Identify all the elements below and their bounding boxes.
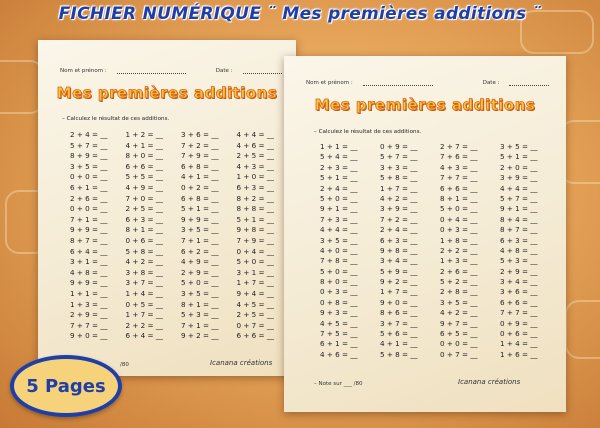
date-field-line	[509, 80, 549, 86]
addition-exercise: 0 + 6 = __	[125, 235, 164, 245]
addition-exercise: 8 + 8 = __	[236, 204, 275, 214]
addition-exercise: 7 + 2 = __	[181, 140, 219, 150]
name-field-line	[363, 80, 433, 86]
addition-exercise: 8 + 2 = __	[236, 193, 275, 203]
addition-exercise: 3 + 1 = __	[70, 257, 108, 267]
addition-exercise: 2 + 3 = __	[320, 162, 358, 172]
addition-exercise: 5 + 6 = __	[380, 329, 418, 339]
addition-exercise: 3 + 5 = __	[320, 235, 358, 245]
addition-exercise: 3 + 7 = __	[125, 278, 164, 288]
addition-exercise: 6 + 6 = __	[440, 183, 478, 193]
addition-exercise: 9 + 9 = __	[70, 278, 108, 288]
addition-exercise: 9 + 9 = __	[181, 214, 219, 224]
addition-exercise: 7 + 7 = __	[440, 173, 478, 183]
addition-exercise: 6 + 6 = __	[125, 161, 164, 171]
addition-exercise: 0 + 8 = __	[320, 297, 358, 307]
addition-exercise: 4 + 1 = __	[380, 339, 418, 349]
addition-exercise: 4 + 5 = __	[320, 318, 358, 328]
addition-exercise: 0 + 7 = __	[440, 349, 478, 359]
addition-exercise: 1 + 4 = __	[500, 339, 538, 349]
addition-exercise: 4 + 4 = __	[320, 225, 358, 235]
exercise-grid	[70, 130, 288, 340]
name-label: Nom et prénom :	[306, 80, 353, 86]
addition-exercise: 5 + 3 = __	[500, 256, 538, 266]
addition-exercise: 7 + 6 = __	[440, 152, 478, 162]
addition-exercise: 2 + 2 = __	[440, 245, 478, 255]
addition-exercise: 9 + 2 = __	[181, 331, 219, 341]
puzzle-piece-decoration	[565, 300, 600, 359]
addition-exercise: 4 + 0 = __	[320, 245, 358, 255]
addition-exercise: 6 + 3 = __	[500, 235, 538, 245]
addition-exercise: 6 + 4 = __	[70, 246, 108, 256]
addition-exercise: 0 + 0 = __	[70, 204, 108, 214]
addition-exercise: 8 + 1 = __	[181, 299, 219, 309]
addition-exercise: 9 + 1 = __	[500, 204, 538, 214]
addition-exercise: 9 + 0 = __	[70, 331, 108, 341]
addition-exercise: 7 + 7 = __	[500, 308, 538, 318]
addition-exercise: 2 + 9 = __	[70, 310, 108, 320]
addition-exercise: 8 + 7 = __	[500, 225, 538, 235]
exercise-grid	[320, 142, 556, 359]
addition-exercise: 4 + 4 = __	[500, 183, 538, 193]
addition-exercise: 9 + 8 = __	[236, 225, 275, 235]
addition-exercise: 5 + 1 = __	[181, 204, 219, 214]
worksheet-page-2	[284, 56, 566, 412]
addition-exercise: 6 + 8 = __	[181, 193, 219, 203]
addition-exercise: 9 + 1 = __	[320, 204, 358, 214]
addition-exercise: 5 + 0 = __	[440, 204, 478, 214]
addition-exercise: 5 + 7 = __	[500, 193, 538, 203]
score-label: /80	[120, 362, 129, 368]
worksheet-title: Mes premières additions	[56, 84, 278, 102]
addition-exercise: 9 + 7 = __	[440, 318, 478, 328]
addition-exercise: 2 + 4 = __	[320, 183, 358, 193]
addition-exercise: 7 + 1 = __	[70, 214, 108, 224]
addition-exercise: 4 + 1 = __	[125, 140, 164, 150]
addition-exercise: 5 + 8 = __	[380, 173, 418, 183]
addition-exercise: 5 + 7 = __	[380, 152, 418, 162]
addition-exercise: 7 + 7 = __	[70, 320, 108, 330]
addition-exercise: 8 + 0 = __	[125, 151, 164, 161]
addition-exercise: 7 + 3 = __	[320, 214, 358, 224]
brand-text: Icanana créations	[210, 359, 273, 367]
addition-exercise: 3 + 3 = __	[380, 162, 418, 172]
addition-exercise: 5 + 2 = __	[440, 277, 478, 287]
addition-exercise: 5 + 0 = __	[320, 266, 358, 276]
addition-exercise: 3 + 5 = __	[70, 161, 108, 171]
addition-exercise: 2 + 0 = __	[500, 162, 538, 172]
addition-exercise: 2 + 8 = __	[440, 287, 478, 297]
name-label: Nom et prénom :	[60, 68, 107, 74]
student-info-row	[306, 80, 552, 86]
addition-exercise: 9 + 0 = __	[380, 297, 418, 307]
addition-exercise: 6 + 4 = __	[125, 331, 164, 341]
addition-exercise: 7 + 1 = __	[181, 320, 219, 330]
addition-exercise: 1 + 7 = __	[125, 310, 164, 320]
addition-exercise: 0 + 4 = __	[236, 246, 275, 256]
addition-exercise: 6 + 3 = __	[236, 182, 275, 192]
addition-exercise: 5 + 5 = __	[125, 172, 164, 182]
addition-exercise: 5 + 0 = __	[236, 257, 275, 267]
addition-exercise: 2 + 5 = __	[236, 310, 275, 320]
addition-exercise: 9 + 8 = __	[380, 245, 418, 255]
addition-exercise: 4 + 2 = __	[440, 308, 478, 318]
addition-exercise: 8 + 7 = __	[70, 235, 108, 245]
addition-exercise: 6 + 1 = __	[320, 339, 358, 349]
student-info-row	[60, 68, 282, 74]
addition-exercise: 4 + 3 = __	[440, 162, 478, 172]
addition-exercise: 4 + 2 = __	[125, 257, 164, 267]
addition-exercise: 2 + 5 = __	[236, 151, 275, 161]
addition-exercise: 6 + 6 = __	[236, 331, 275, 341]
addition-exercise: 3 + 9 = __	[500, 173, 538, 183]
addition-exercise: 4 + 5 = __	[236, 299, 275, 309]
addition-exercise: 6 + 2 = __	[181, 246, 219, 256]
addition-exercise: 0 + 0 = __	[440, 339, 478, 349]
addition-exercise: 1 + 8 = __	[440, 235, 478, 245]
addition-exercise: 1 + 2 = __	[125, 130, 164, 139]
addition-exercise: 8 + 4 = __	[500, 214, 538, 224]
addition-exercise: 4 + 2 = __	[380, 193, 418, 203]
addition-exercise: 0 + 4 = __	[440, 214, 478, 224]
addition-exercise: 2 + 4 = __	[70, 130, 108, 139]
addition-exercise: 2 + 2 = __	[125, 320, 164, 330]
addition-exercise: 0 + 9 = __	[500, 318, 538, 328]
addition-exercise: 6 + 1 = __	[70, 182, 108, 192]
addition-exercise: 0 + 5 = __	[125, 299, 164, 309]
addition-exercise: 6 + 3 = __	[380, 235, 418, 245]
addition-exercise: 6 + 8 = __	[181, 161, 219, 171]
addition-exercise: 0 + 3 = __	[440, 225, 478, 235]
addition-exercise: 7 + 9 = __	[236, 235, 275, 245]
addition-exercise: 8 + 9 = __	[70, 151, 108, 161]
addition-exercise: 9 + 4 = __	[236, 288, 275, 298]
addition-exercise: 4 + 9 = __	[125, 182, 164, 192]
addition-exercise: 2 + 6 = __	[440, 266, 478, 276]
addition-exercise: 8 + 6 = __	[380, 308, 418, 318]
addition-exercise: 9 + 3 = __	[320, 308, 358, 318]
addition-exercise: 2 + 5 = __	[125, 204, 164, 214]
addition-exercise: 5 + 0 = __	[181, 278, 219, 288]
addition-exercise: 6 + 3 = __	[125, 214, 164, 224]
instruction-text: – Calculez le résultat de ces additions.	[62, 116, 170, 122]
date-label: Date :	[482, 80, 500, 86]
addition-exercise: 1 + 6 = __	[500, 349, 538, 359]
addition-exercise: 1 + 3 = __	[70, 299, 108, 309]
addition-exercise: 5 + 8 = __	[380, 349, 418, 359]
score-label: – Note sur ___ /80	[314, 381, 363, 387]
addition-exercise: 8 + 1 = __	[125, 225, 164, 235]
addition-exercise: 5 + 0 = __	[320, 193, 358, 203]
name-field-line	[117, 68, 186, 74]
addition-exercise: 4 + 1 = __	[181, 172, 219, 182]
addition-exercise: 3 + 6 = __	[181, 130, 219, 139]
addition-exercise: 0 + 2 = __	[181, 182, 219, 192]
addition-exercise: 1 + 4 = __	[125, 288, 164, 298]
addition-exercise: 5 + 3 = __	[181, 310, 219, 320]
worksheet-title: Mes premières additions	[314, 96, 536, 114]
instruction-text: – Calculez le résultat de ces additions.	[314, 129, 422, 135]
addition-exercise: 0 + 0 = __	[70, 172, 108, 182]
puzzle-piece-decoration	[560, 120, 600, 184]
addition-exercise: 0 + 7 = __	[236, 320, 275, 330]
addition-exercise: 3 + 5 = __	[181, 288, 219, 298]
addition-exercise: 1 + 0 = __	[236, 172, 275, 182]
date-label: Date :	[215, 68, 233, 74]
addition-exercise: 8 + 0 = __	[320, 277, 358, 287]
addition-exercise: 5 + 9 = __	[380, 266, 418, 276]
addition-exercise: 4 + 3 = __	[236, 161, 275, 171]
addition-exercise: 5 + 1 = __	[500, 152, 538, 162]
addition-exercise: 2 + 9 = __	[181, 267, 219, 277]
addition-exercise: 3 + 5 = __	[440, 297, 478, 307]
addition-exercise: 1 + 1 = __	[70, 288, 108, 298]
addition-exercise: 9 + 2 = __	[380, 277, 418, 287]
addition-exercise: 3 + 5 = __	[500, 142, 538, 151]
date-field-line	[243, 68, 282, 74]
addition-exercise: 7 + 5 = __	[320, 329, 358, 339]
addition-exercise: 4 + 9 = __	[181, 257, 219, 267]
addition-exercise: 6 + 5 = __	[440, 329, 478, 339]
addition-exercise: 7 + 1 = __	[181, 235, 219, 245]
addition-exercise: 0 + 3 = __	[320, 287, 358, 297]
addition-exercise: 1 + 7 = __	[380, 287, 418, 297]
addition-exercise: 0 + 9 = __	[380, 142, 418, 151]
addition-exercise: 2 + 4 = __	[380, 225, 418, 235]
addition-exercise: 5 + 1 = __	[236, 214, 275, 224]
addition-exercise: 2 + 7 = __	[440, 142, 478, 151]
addition-exercise: 6 + 6 = __	[500, 297, 538, 307]
addition-exercise: 9 + 9 = __	[70, 225, 108, 235]
addition-exercise: 8 + 1 = __	[440, 193, 478, 203]
addition-exercise: 3 + 7 = __	[380, 318, 418, 328]
page-banner-title: FICHIER NUMÉRIQUE ¨ Mes premières additions ¨	[58, 4, 542, 24]
addition-exercise: 3 + 4 = __	[500, 277, 538, 287]
brand-text: Icanana créations	[458, 378, 521, 386]
page-count-badge: 5 Pages	[10, 355, 122, 417]
worksheet-page-1	[38, 40, 296, 376]
addition-exercise: 2 + 9 = __	[500, 266, 538, 276]
addition-exercise: 1 + 1 = __	[320, 142, 358, 151]
addition-exercise: 7 + 2 = __	[380, 214, 418, 224]
addition-exercise: 3 + 1 = __	[236, 267, 275, 277]
addition-exercise: 5 + 4 = __	[320, 152, 358, 162]
addition-exercise: 7 + 9 = __	[181, 151, 219, 161]
addition-exercise: 5 + 1 = __	[320, 173, 358, 183]
addition-exercise: 3 + 9 = __	[380, 204, 418, 214]
addition-exercise: 7 + 0 = __	[125, 193, 164, 203]
addition-exercise: 2 + 6 = __	[70, 193, 108, 203]
addition-exercise: 3 + 5 = __	[181, 225, 219, 235]
addition-exercise: 3 + 6 = __	[500, 287, 538, 297]
addition-exercise: 5 + 7 = __	[70, 140, 108, 150]
addition-exercise: 5 + 8 = __	[125, 246, 164, 256]
addition-exercise: 4 + 8 = __	[70, 267, 108, 277]
addition-exercise: 4 + 4 = __	[236, 130, 275, 139]
addition-exercise: 1 + 3 = __	[440, 256, 478, 266]
addition-exercise: 7 + 8 = __	[320, 256, 358, 266]
addition-exercise: 1 + 7 = __	[380, 183, 418, 193]
addition-exercise: 4 + 6 = __	[236, 140, 275, 150]
addition-exercise: 1 + 7 = __	[236, 278, 275, 288]
addition-exercise: 0 + 6 = __	[500, 329, 538, 339]
addition-exercise: 4 + 6 = __	[320, 349, 358, 359]
addition-exercise: 3 + 4 = __	[380, 256, 418, 266]
addition-exercise: 4 + 8 = __	[500, 245, 538, 255]
addition-exercise: 3 + 8 = __	[125, 267, 164, 277]
